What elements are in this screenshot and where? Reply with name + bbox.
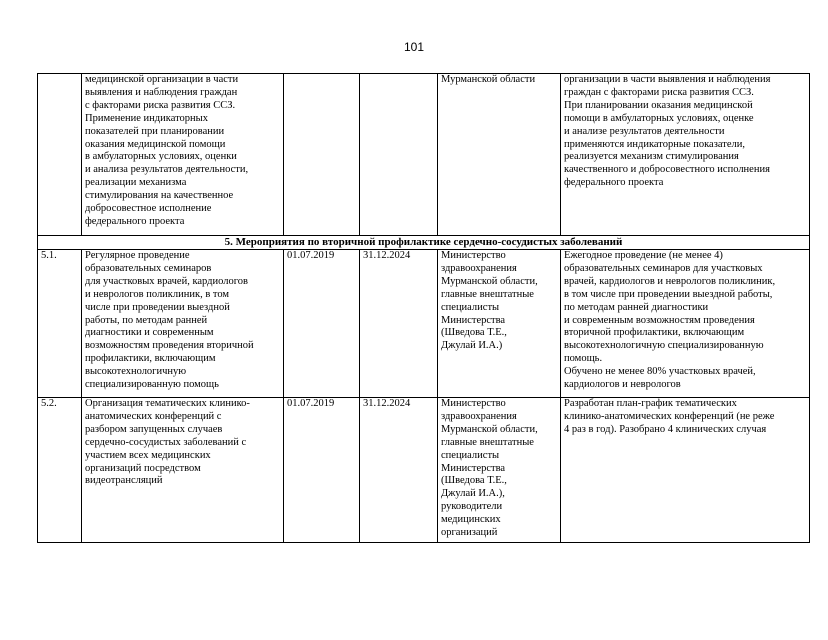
- event-cell: Регулярное проведение образовательных семинаров для участковых врачей, кардиологов и неврологов поликлиник, в том числе при проведении выездной работы, по методам ранней диагностики и современным возможностям проведения вторичной профилактики, включающим высокотехнологичную специализированную помощь: [82, 250, 284, 398]
- table-row: [38, 250, 810, 398]
- start-date-cell: [284, 74, 360, 236]
- start-date-cell: 01.07.2019: [284, 250, 360, 398]
- measures-table: [37, 73, 810, 543]
- result-cell: Разработан план-график тематических клинико-анатомических конференций (не реже 4 раз в год). Разобрано 4 клинических случая: [561, 398, 810, 543]
- section-header-row: [38, 236, 810, 250]
- end-date-cell: 31.12.2024: [360, 398, 438, 543]
- row-number-cell: 5.1.: [38, 250, 82, 398]
- row-number-cell: [38, 74, 82, 236]
- responsible-cell: Министерство здравоохранения Мурманской области, главные внештатные специалисты Министерства (Шведова Т.Е., Джулай И.А.): [438, 250, 561, 398]
- section-title: 5. Мероприятия по вторичной профилактике сердечно-сосудистых заболеваний: [38, 236, 810, 250]
- end-date-cell: [360, 74, 438, 236]
- end-date-cell: 31.12.2024: [360, 250, 438, 398]
- responsible-cell: Министерство здравоохранения Мурманской области, главные внештатные специалисты Министерства (Шведова Т.Е., Джулай И.А.), руководители медицинских организаций: [438, 398, 561, 543]
- table-row: [38, 398, 810, 543]
- event-cell: Организация тематических клинико- анатомических конференций с разбором запущенных случаев сердечно-сосудистых заболеваний с участием всех медицинских организаций посредством видеотрансляций: [82, 398, 284, 543]
- row-number-cell: 5.2.: [38, 398, 82, 543]
- start-date-cell: 01.07.2019: [284, 398, 360, 543]
- responsible-cell: Мурманской области: [438, 74, 561, 236]
- table-row: [38, 74, 810, 236]
- event-cell: медицинской организации в части выявления и наблюдения граждан с факторами риска развития ССЗ. Применение индикаторных показателей при планировании оказания медицинской помощи в амбулаторных условиях, оценки и анализа результатов деятельности, реализации механизма стимулирования на качественное добросовестное исполнение федерального проекта: [82, 74, 284, 236]
- page-number: 101: [403, 40, 425, 54]
- result-cell: Ежегодное проведение (не менее 4) образовательных семинаров для участковых врачей, кардиологов и неврологов поликлиник, в том числе при проведении выездной работы, по методам ранней диагностики и современным возможностям проведения вторичной профилактики, включающим высокотехнологичную специализированную помощь. Обучено не менее 80% участковых врачей, кардиологов и неврологов: [561, 250, 810, 398]
- result-cell: организации в части выявления и наблюдения граждан с факторами риска развития ССЗ. При планировании оказания медицинской помощи в амбулаторных условиях, оценке и анализе результатов деятельности применяются индикаторные показатели, реализуется механизм стимулирования качественного и добросовестного исполнения федерального проекта: [561, 74, 810, 236]
